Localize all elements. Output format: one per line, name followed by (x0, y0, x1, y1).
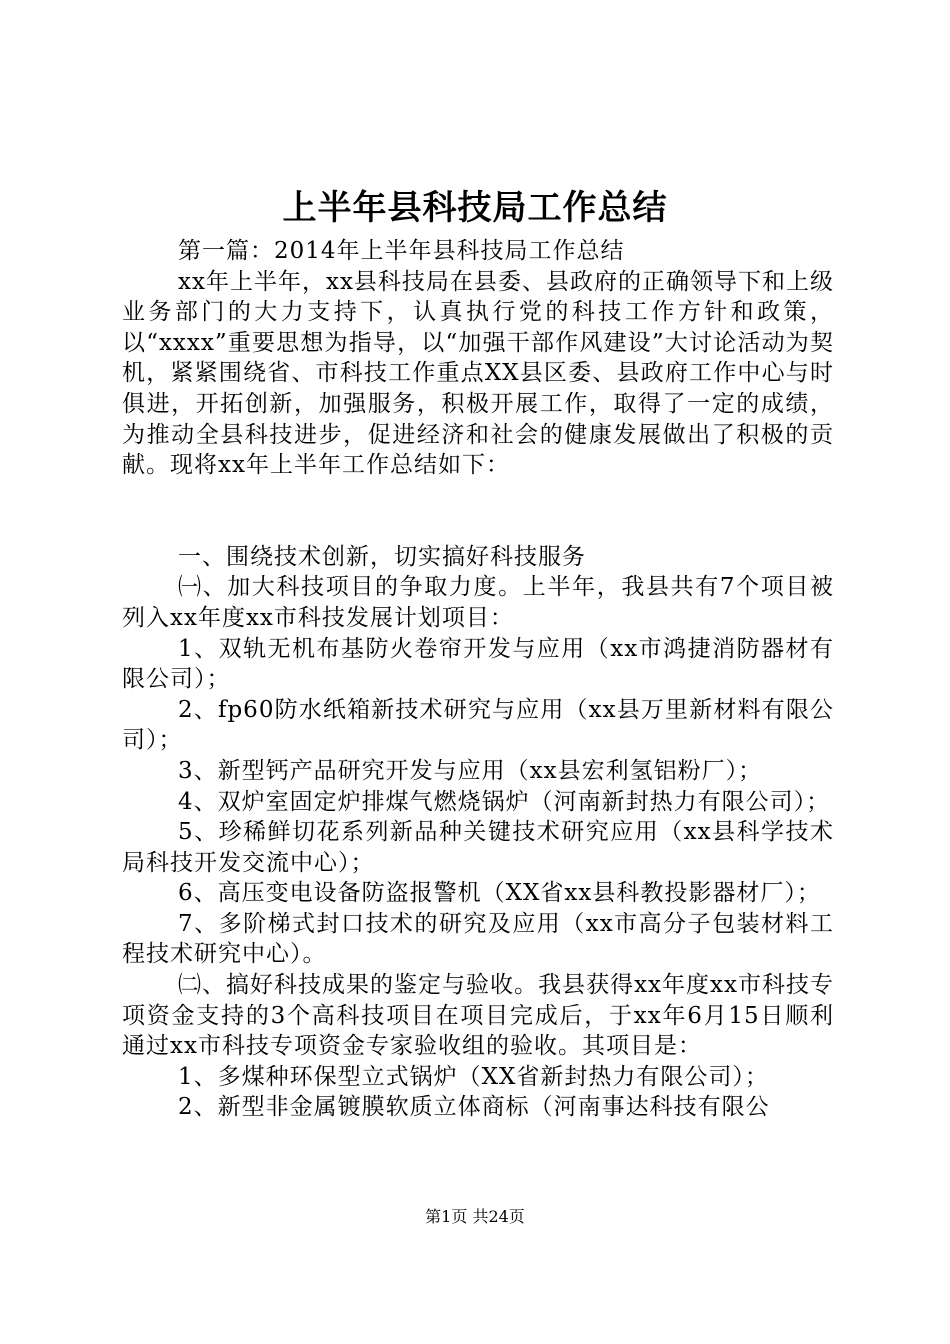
page-number-footer: 第1页 共24页 (425, 1207, 525, 1226)
document-body (122, 236, 834, 1123)
list-item: 4、双炉室固定炉排煤气燃烧锅炉（河南新封热力有限公司）； (178, 788, 831, 815)
body-paragraph: ㈡、搞好科技成果的鉴定与验收。我县获得xx年度xx市科技专项资金支持的3个高科技项目在项目完成后，于xx年6月15日顺利通过xx市科技专项资金专家验收组的验收。其项目是： (122, 972, 834, 1060)
list-item: 1、多煤种环保型立式锅炉（XX省新封热力有限公司）； (178, 1063, 769, 1090)
list-item: 5、珍稀鲜切花系列新品种关键技术研究应用（xx县科学技术局科技开发交流中心）； (122, 819, 834, 876)
section-heading: 一、围绕技术创新，切实搞好科技服务 (178, 543, 586, 570)
list-item: 7、多阶梯式封口技术的研究及应用（xx市高分子包装材料工程技术研究中心）。 (122, 910, 834, 968)
list-item: 2、fp60防水纸箱新技术研究与应用（xx县万里新材料有限公司）； (122, 696, 834, 754)
list-item: 6、高压变电设备防盗报警机（XX省xx县科教投影器材厂）； (178, 880, 821, 907)
section-heading: 第一篇：2014年上半年县科技局工作总结 (178, 238, 625, 264)
list-item: 2、新型非金属镀膜软质立体商标（河南事达科技有限公 (178, 1094, 770, 1121)
list-item: 3、新型钙产品研究开发与应用（xx县宏利氢铝粉厂）； (178, 757, 763, 784)
intro-paragraph: xx年上半年，xx县科技局在县委、县政府的正确领导下和上级业务部门的大力支持下，认真执行党的科技工作方针和政策，以“xxxx”重要思想为指导，以“加强干部作风建设”大讨论活动为契机，紧紧围绕省、市科技工作重点XX县区委、县政府工作中心与时俱进，开拓创新，加强服务，积极开展工作，取得了一定的成绩，为推动全县科技进步，促进经济和社会的健康发展做出了积极的贡献。现将xx年上半年工作总结如下： (122, 268, 834, 479)
list-item: 1、双轨无机布基防火卷帘开发与应用（xx市鸿捷消防器材有限公司）； (122, 635, 834, 693)
document-title: 上半年县科技局工作总结 (282, 188, 668, 228)
paragraph-spacer (122, 481, 834, 542)
body-paragraph: ㈠、加大科技项目的争取力度。上半年，我县共有7个项目被列入xx年度xx市科技发展计划项目： (122, 574, 834, 631)
